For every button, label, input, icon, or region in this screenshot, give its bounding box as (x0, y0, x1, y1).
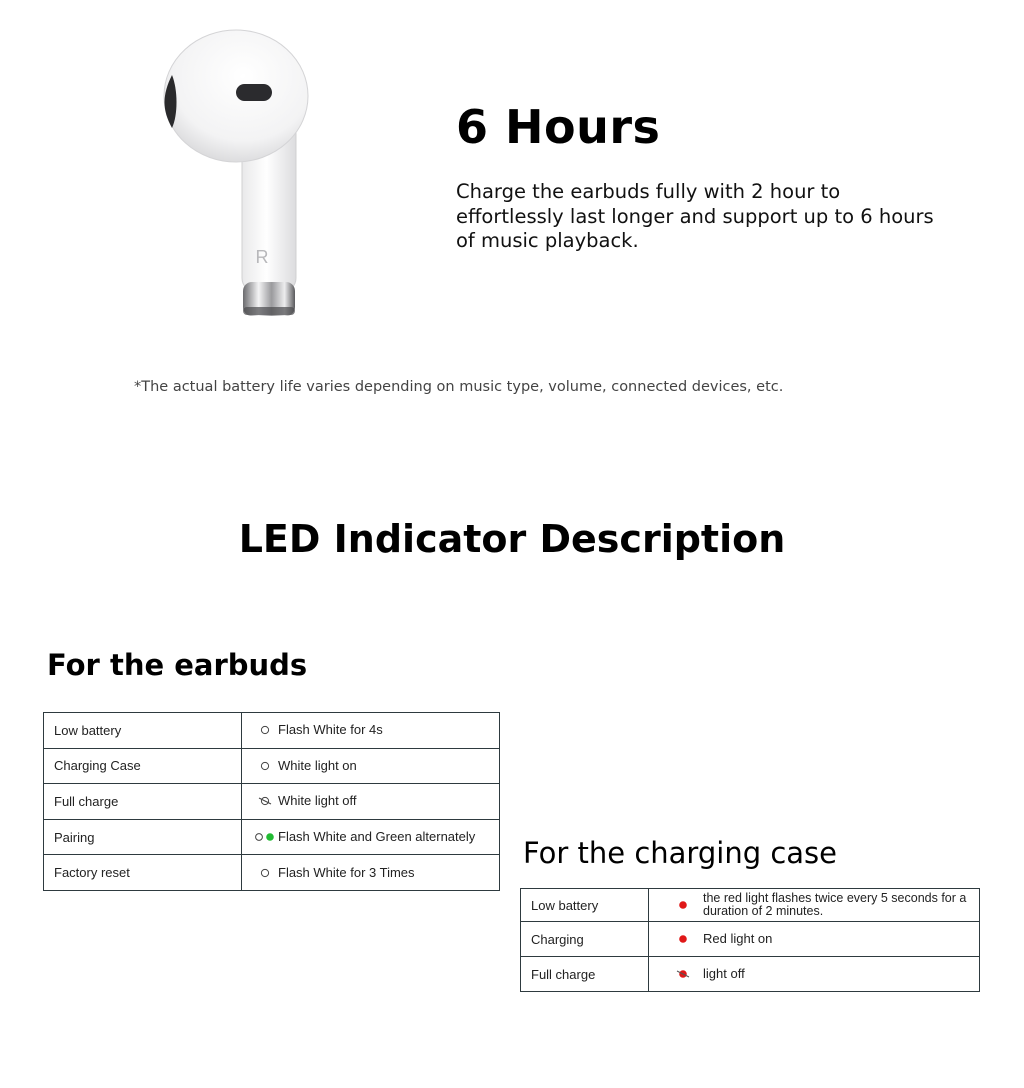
table-row (44, 784, 500, 820)
table-row (521, 922, 980, 957)
desc-cell: White light on (278, 757, 357, 773)
table-row (44, 748, 500, 784)
table-row (44, 713, 500, 749)
desc-cell: Red light on (703, 931, 773, 946)
earbuds-led-table (43, 712, 500, 891)
white-green-icon (252, 832, 278, 842)
desc-cell: Flash White and Green alternately (278, 829, 476, 845)
desc-cell: light off (703, 966, 745, 981)
charging-case-led-table (520, 888, 980, 992)
table-row (44, 819, 500, 855)
state-cell: Pairing (44, 819, 242, 855)
earbud-image (150, 20, 320, 330)
state-cell: Full charge (521, 957, 649, 992)
table-row (521, 957, 980, 992)
state-cell: Charging (521, 922, 649, 957)
hero-title: 6 Hours (456, 100, 661, 154)
desc-cell: Flash White for 3 Times (278, 864, 415, 880)
led-section-title: LED Indicator Description (238, 517, 786, 561)
battery-footnote: *The actual battery life varies depending on music type, volume, connected devices, etc. (134, 379, 784, 395)
state-cell: Factory reset (44, 855, 242, 891)
state-cell: Full charge (44, 784, 242, 820)
white-ring-icon (252, 868, 278, 878)
state-cell: Charging Case (44, 748, 242, 784)
earbud-letter: R (255, 247, 269, 267)
state-cell: Low battery (521, 889, 649, 922)
desc-cell: the red light flashes twice every 5 seconds for a duration of 2 minutes. (703, 890, 967, 918)
table-row (44, 855, 500, 891)
hero-description: Charge the earbuds fully with 2 hour to effortlessly last longer and support up to 6 hours of music playback. (456, 180, 934, 252)
state-cell: Low battery (44, 713, 242, 749)
red-off-icon (663, 969, 703, 979)
light-off-icon (252, 796, 278, 806)
desc-cell: White light off (278, 793, 357, 809)
red-dot-icon (663, 934, 703, 944)
charging-case-section-title: For the charging case (523, 836, 837, 870)
desc-cell: Flash White for 4s (278, 722, 383, 738)
table-row (521, 889, 980, 922)
white-ring-icon (252, 761, 278, 771)
white-ring-icon (252, 725, 278, 735)
earbuds-section-title: For the earbuds (47, 648, 308, 682)
red-dot-icon (663, 900, 703, 910)
